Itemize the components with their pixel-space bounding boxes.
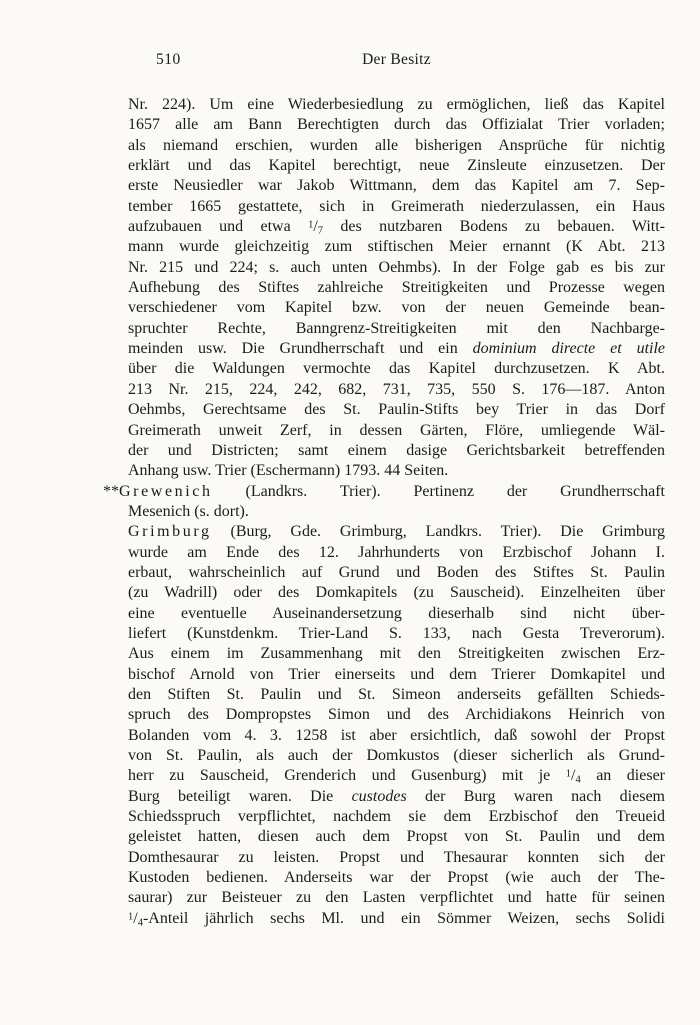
text-segment: an dieser [580, 767, 666, 785]
text-segment: Kustoden bedienen. Anderseits war der Propst (wie auch der The- [128, 869, 665, 887]
text-line [128, 604, 665, 624]
text-line [128, 665, 665, 685]
text-segment: den Stiften St. Paulin und St. Simeon anderseits gefällten Schieds- [128, 685, 665, 703]
text-segment: Nr. 224). Um eine Wiederbesiedlung zu ermöglichen, ließ das Kapitel [128, 96, 665, 113]
text-segment: -Anteil jährlich sechs Ml. und ein Sömmer Weizen, sechs Solidi [142, 909, 665, 927]
text-segment: Anhang usw. Trier (Eschermann) 1793. 44 Seiten. [128, 462, 449, 480]
text-line [128, 583, 665, 603]
text-segment: 1657 alle am Bann Berechtigten durch das Offizialat Trier vorladen; [128, 116, 665, 134]
text-line [128, 522, 665, 542]
text-line [128, 807, 665, 827]
text-segment: der und Districten; samt einem dasige Gerichtsbarkeit betreffenden [128, 441, 665, 459]
text-segment: Burg beteiligt waren. Die [128, 787, 352, 805]
text-segment: spruch des Dompropstes Simon und des Archidiakons Heinrich von [128, 706, 665, 724]
text-segment: spruchter Rechte, Banngrenz-Streitigkeiten mit den Nachbarge- [128, 319, 665, 337]
text-segment: erklärt und das Kapitel berechtigt, neue Zinsleute einzusetzen. Der [128, 157, 665, 175]
text-line [128, 543, 665, 563]
text-line [128, 705, 665, 725]
text-line [128, 217, 665, 237]
text-line [128, 685, 665, 705]
text-line [128, 298, 665, 318]
page-header [128, 51, 665, 71]
text-segment: (Landkrs. Trier). Pertinenz der Grundherrschaft [212, 482, 665, 500]
text-segment: 213 Nr. 215, 224, 242, 682, 731, 735, 550 S. 176—187. Anton [128, 380, 665, 398]
text-line [128, 563, 665, 583]
text-segment: eine eventuelle Auseinandersetzung dieserhalb sind nicht über- [128, 604, 665, 622]
text-segment: erste Neusiedler war Jakob Wittmann, dem das Kapitel am 7. Sep- [128, 177, 665, 195]
text-line [128, 176, 665, 196]
fraction: $^1/_4$ [565, 767, 581, 786]
text-segment: der Burg waren nach diesem [406, 787, 665, 805]
text-segment: ** [103, 482, 119, 500]
text-segment: Schiedsspruch verpflichtet, nachdem sie dem Erzbischof den Treueid [128, 808, 665, 826]
text-segment: Domthesaurar zu leisten. Propst und Thesaurar konnten sich der [128, 848, 665, 866]
text-segment: Mesenich (s. dort). [128, 502, 249, 520]
text-segment: herr zu Sauscheid, Grenderich und Gusenburg) mit je [128, 767, 566, 785]
text-segment: tember 1665 gestattete, sich in Greimerath niederzulassen, ein Haus [128, 197, 665, 215]
text-line [128, 237, 665, 257]
text-line [128, 258, 665, 278]
text-line [128, 848, 665, 868]
text-line [128, 888, 665, 908]
text-line [128, 339, 665, 359]
text-segment: Nr. 215 und 224; s. auch unten Oehmbs). In der Folge gab es bis zur [128, 258, 665, 276]
text-line [128, 115, 665, 135]
text-segment: Aus einem im Zusammenhang mit den Streitigkeiten zwischen Erz- [128, 645, 665, 663]
text-line [128, 766, 665, 786]
text-line [128, 136, 665, 156]
text-segment: wurde am Ende des 12. Jahrhunderts von Erzbischof Johann I. [128, 543, 665, 561]
text-line [128, 380, 665, 400]
text-segment: Greimerath unweit Zerf, in dessen Gärten, Flöre, umliegende Wäl- [128, 421, 665, 439]
text-segment: Bolanden vom 4. 3. 1258 ist aber ersichtlich, daß sowohl der Propst [128, 726, 665, 744]
text-segment: von St. Paulin, als auch der Domkustos (dieser sicherlich als Grund- [128, 747, 665, 764]
text-segment: meinden usw. Die Grundherrschaft und ein [128, 340, 473, 358]
text-line [128, 868, 665, 888]
text-line [128, 278, 665, 298]
text-segment: über die Waldungen vermochte das Kapitel durchzusetzen. K Abt. [128, 360, 665, 378]
text-line [128, 644, 665, 664]
entry-headword: Grimburg [128, 523, 212, 541]
text-segment: verschiedener vom Kapitel bzw. von der neuen Gemeinde bean- [128, 299, 665, 317]
text-segment: des nutzbaren Bodens zu bebauen. Witt- [323, 218, 665, 236]
text-line [128, 319, 665, 339]
text-line [128, 461, 665, 481]
text-segment: erbaut, wahrscheinlich auf Grund und Boden des Stiftes St. Paulin [128, 563, 665, 581]
fraction: $^1/_7$ [308, 218, 324, 237]
text-segment: geleistet hatten, diesen auch dem Propst von St. Paulin und dem [128, 828, 665, 846]
text-line [103, 482, 665, 502]
text-segment: (zu Wadrill) oder des Domkapitels (zu Sauscheid). Einzelheiten über [128, 584, 665, 602]
text-line [128, 746, 665, 766]
text-line [128, 156, 665, 176]
text-segment: saurar) zur Beisteuer zu den Lasten verpflichtet und hatte für seinen [128, 889, 665, 907]
text-line [128, 909, 665, 929]
text-line [128, 400, 665, 420]
text-line [128, 827, 665, 847]
text-segment: aufzubauen und etwa [128, 218, 309, 236]
text-segment: liefert (Kunstdenkm. Trier-Land S. 133, nach Gesta Treverorum). [128, 624, 665, 642]
text-line [128, 421, 665, 441]
italic-text: custodes [351, 787, 407, 805]
text-line [128, 95, 665, 115]
text-segment: Oehmbs, Gerechtsame des St. Paulin-Stifts bey Trier in das Dorf [128, 401, 665, 419]
text-segment: mann wurde gleichzeitig zum stiftischen Meier ernannt (K Abt. 213 [128, 238, 665, 256]
text-line [128, 624, 665, 644]
running-title: Der Besitz [362, 51, 431, 68]
text-segment: (Burg, Gde. Grimburg, Landkrs. Trier). Die Grimburg [211, 523, 665, 541]
italic-text: dominium directe et utile [472, 340, 666, 358]
text-line [128, 441, 665, 461]
page-text [103, 95, 666, 929]
text-line [128, 502, 665, 522]
text-segment: als niemand erschien, wurden alle bisherigen Ansprüche für nichtig [128, 136, 665, 154]
text-segment: bischof Arnold von Trier einerseits und dem Trierer Domkapitel und [128, 665, 665, 683]
text-segment: Aufhebung des Stiftes zahlreiche Streitigkeiten und Prozesse wegen [128, 279, 665, 297]
text-line [128, 197, 665, 217]
page-number: 510 [156, 51, 181, 68]
text-line [128, 787, 665, 807]
text-line [128, 726, 665, 746]
text-line [128, 359, 665, 379]
entry-headword: Grewenich [119, 482, 213, 500]
fraction: $^1/_4$ [128, 909, 143, 929]
